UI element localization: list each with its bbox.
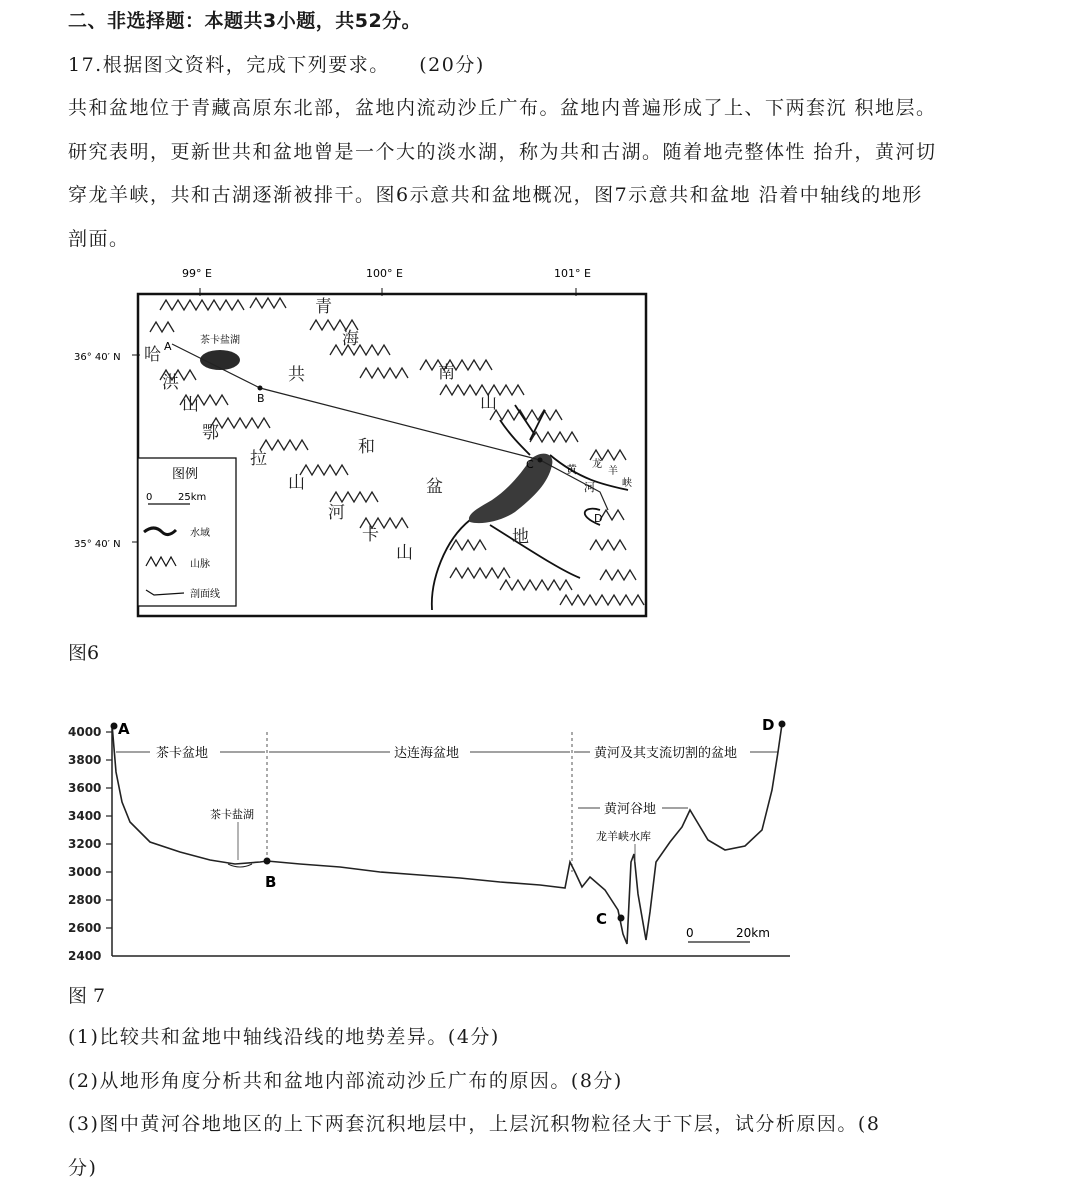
map-label-la: 拉 bbox=[250, 449, 267, 469]
section-title: 二、非选择题：本题共3小题，共52分。 bbox=[68, 10, 422, 32]
fig6-map bbox=[60, 260, 660, 630]
map-label-xia: 峡 bbox=[622, 478, 632, 489]
map-label-nan: 南 bbox=[438, 363, 455, 383]
legend-item-water: 水域 bbox=[190, 528, 210, 539]
map-label-shan1: 山 bbox=[480, 393, 497, 413]
y-tick-4000: 4000 bbox=[68, 725, 102, 739]
y-tick-2600: 2600 bbox=[68, 921, 102, 935]
label-yellow-river-valley: 黄河谷地 bbox=[604, 802, 657, 817]
lon-label-100: 100° E bbox=[366, 267, 403, 280]
map-label-yang: 羊 bbox=[608, 466, 618, 477]
sub-question-1: (1)比较共和盆地中轴线沿线的地势差异。(4分) bbox=[68, 1026, 500, 1048]
y-tick-2400: 2400 bbox=[68, 949, 102, 963]
map-label-di: 地 bbox=[512, 527, 529, 547]
map-legend bbox=[138, 458, 236, 606]
profile-scale: 20km bbox=[736, 926, 770, 940]
map-label-qing: 青 bbox=[315, 297, 332, 317]
profile-scale-zero: 0 bbox=[686, 926, 694, 940]
profile-point-b: B bbox=[265, 873, 277, 891]
question-score: (20分) bbox=[419, 54, 485, 76]
legend-scale: 25km bbox=[178, 492, 207, 503]
question-number-line bbox=[68, 50, 485, 77]
legend-item-mountain: 山脉 bbox=[190, 559, 210, 570]
region-chaka-basin: 茶卡盆地 bbox=[156, 746, 209, 761]
sub-question-2: (2)从地形角度分析共和盆地内部流动沙丘广布的原因。(8分) bbox=[68, 1070, 623, 1092]
legend-scale-zero: 0 bbox=[146, 492, 153, 503]
profile-point-a: A bbox=[118, 720, 130, 738]
profile-point-c: C bbox=[596, 910, 608, 928]
map-label-ha: 哈 bbox=[144, 345, 161, 365]
fig6-caption: 图6 bbox=[68, 642, 100, 664]
map-point-a: A bbox=[164, 340, 172, 353]
map-label-shan2: 山 bbox=[288, 473, 305, 493]
map-label-ka: 卡 bbox=[362, 525, 379, 545]
intro-line-4: 剖面。 bbox=[68, 228, 130, 250]
region-dalianhai-basin: 达连海盆地 bbox=[394, 746, 460, 761]
map-label-he2: 河 bbox=[328, 503, 345, 523]
intro-line-3: 穿龙羊峡，共和古湖逐渐被排干。图6示意共和盆地概况，图7示意共和盆地 沿着中轴线的地形 bbox=[68, 184, 923, 206]
profile-point-d: D bbox=[762, 716, 775, 734]
sub-question-3-cont: 分) bbox=[68, 1157, 98, 1179]
label-longyangxia-reservoir: 龙羊峡水库 bbox=[596, 830, 651, 843]
intro-line-1: 共和盆地位于青藏高原东北部，盆地内流动沙丘广布。盆地内普遍形成了上、下两套沉 积地层。 bbox=[68, 97, 937, 119]
map-lake-label: 茶卡盐湖 bbox=[200, 335, 240, 346]
question-prompt: 17.根据图文资料，完成下列要求。 bbox=[68, 54, 390, 76]
y-tick-2800: 2800 bbox=[68, 893, 102, 907]
fig7-profile bbox=[60, 712, 800, 967]
y-tick-3000: 3000 bbox=[68, 865, 102, 879]
fig7-caption: 图 7 bbox=[68, 985, 106, 1007]
map-label-he: 和 bbox=[358, 437, 375, 457]
map-label-huang: 黄 bbox=[566, 463, 577, 476]
legend-item-profile: 剖面线 bbox=[190, 589, 220, 600]
map-label-pen: 盆 bbox=[426, 477, 443, 497]
y-tick-3600: 3600 bbox=[68, 781, 102, 795]
legend-title: 图例 bbox=[172, 467, 199, 482]
map-label-shan4: 山 bbox=[182, 395, 199, 415]
map-point-c: C bbox=[526, 458, 534, 471]
map-point-d: D bbox=[594, 512, 603, 525]
lat-label-3540: 35° 40′ N bbox=[74, 539, 121, 550]
map-label-hong: 洪 bbox=[162, 373, 179, 393]
map-label-hai: 海 bbox=[342, 329, 359, 349]
sub-question-3: (3)图中黄河谷地地区的上下两套沉积地层中，上层沉积物粒径大于下层，试分析原因。(8 bbox=[68, 1113, 881, 1135]
region-yellow-river-basin: 黄河及其支流切割的盆地 bbox=[594, 746, 738, 761]
y-tick-3400: 3400 bbox=[68, 809, 102, 823]
map-label-he3: 河 bbox=[584, 481, 595, 494]
lon-label-101: 101° E bbox=[554, 267, 591, 280]
map-label-shan3: 山 bbox=[396, 543, 413, 563]
intro-line-2: 研究表明，更新世共和盆地曾是一个大的淡水湖，称为共和古湖。随着地壳整体性 抬升，黄河切 bbox=[68, 141, 937, 163]
y-tick-3200: 3200 bbox=[68, 837, 102, 851]
label-chaka-lake: 茶卡盐湖 bbox=[210, 808, 254, 821]
lat-label-3640: 36° 40′ N bbox=[74, 352, 121, 363]
chaka-salt-lake bbox=[200, 350, 240, 370]
y-tick-3800: 3800 bbox=[68, 753, 102, 767]
map-label-e: 鄂 bbox=[202, 423, 219, 443]
map-point-b: B bbox=[257, 392, 265, 405]
lon-label-99: 99° E bbox=[182, 267, 212, 280]
map-label-long: 龙 bbox=[592, 459, 602, 470]
map-label-gong: 共 bbox=[288, 365, 305, 385]
